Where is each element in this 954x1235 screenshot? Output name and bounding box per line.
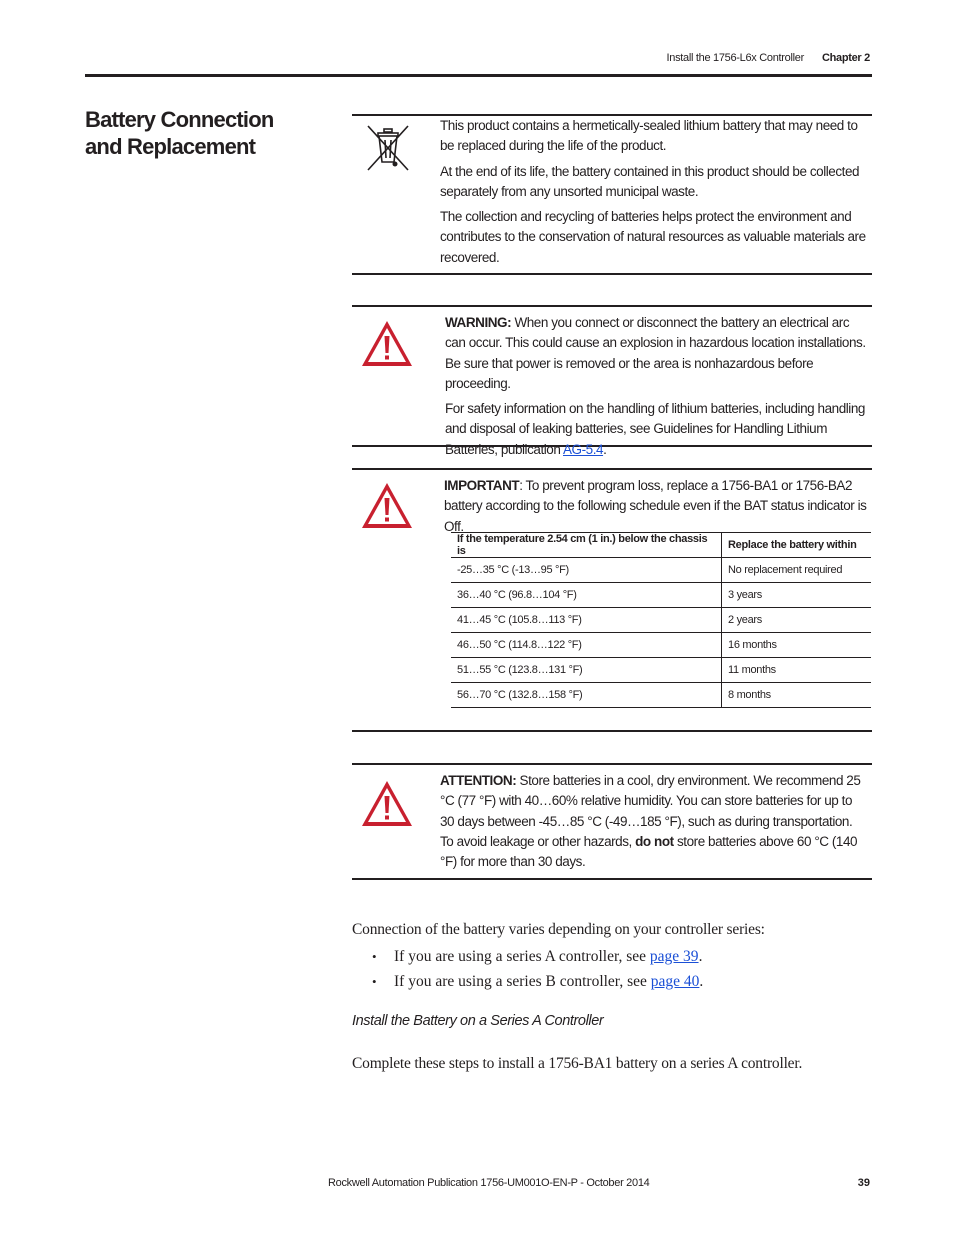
table-row xyxy=(451,658,871,683)
important-box xyxy=(352,468,872,732)
warning-triangle-icon xyxy=(360,779,414,829)
list-item xyxy=(372,944,703,969)
warning-paragraph xyxy=(445,313,870,394)
ag-5-4-link[interactable]: AG-5.4 xyxy=(562,441,604,457)
warning-paragraph-2 xyxy=(445,399,870,460)
crossed-out-wheelie-bin-icon xyxy=(364,122,412,174)
header-rule xyxy=(85,74,872,77)
warning-paragraph-2-text: For safety information on the handling of lithium batteries, including handling and disposal of leaking batteries, see Guidelines for Handling Lithium Batteries, publication xyxy=(445,401,865,457)
table-cell: 2 years xyxy=(722,608,872,633)
table-cell: 8 months xyxy=(722,683,872,708)
attention-box xyxy=(352,763,872,880)
table-header: If the temperature 2.54 cm (1 in.) below the chassis is xyxy=(451,533,722,558)
page-39-link[interactable]: page 39 xyxy=(649,948,699,965)
list-item xyxy=(372,969,703,994)
table-row xyxy=(451,683,871,708)
warning-message: When you connect or disconnect the battery an electrical arc can occur. This could cause an explosion in hazardous location installations. Be sure that power is removed or the area is nonhazardous before proceeding. xyxy=(445,315,866,391)
battery-replacement-table xyxy=(451,532,871,708)
steps-intro: Complete these steps to install a 1756-BA1 battery on a series A controller. xyxy=(352,1055,803,1072)
warning-label: WARNING: xyxy=(445,315,512,330)
table-row xyxy=(451,558,871,583)
recycle-paragraph: This product contains a hermetically-sealed lithium battery that may need to be replaced during the life of the product. xyxy=(440,118,858,154)
running-header xyxy=(667,52,871,64)
page-40-link[interactable]: page 40 xyxy=(650,973,700,990)
table-cell: 11 months xyxy=(722,658,872,683)
list-item-text: If you are using a series B controller, see xyxy=(394,973,651,990)
recycle-text xyxy=(440,116,868,273)
warning-triangle-icon xyxy=(360,481,414,531)
important-message: : To prevent program loss, replace a 1756-BA1 or 1756-BA2 battery according to the following schedule even if the BAT status indicator is Off. xyxy=(444,478,867,534)
page-number: 39 xyxy=(857,1177,870,1189)
table-row xyxy=(451,633,871,658)
warning-box xyxy=(352,305,872,457)
table-cell: -25…35 °C (-13…95 °F) xyxy=(451,558,722,583)
attention-paragraph xyxy=(440,771,868,872)
attention-message-2: store batteries above 60 °C (140 °F) for more than 30 days. xyxy=(440,833,858,870)
table-cell: 56…70 °C (132.8…158 °F) xyxy=(451,683,722,708)
attention-text xyxy=(440,771,868,877)
table-row xyxy=(451,608,871,633)
attention-message-1: Store batteries in a cool, dry environment. We recommend 25 °C (77 °F) with 40…60% relative humidity. You can store batteries for up to 30 days between -45…85 °C (-49…185 °F), such as during transportation. To avoid leakage or other hazards, xyxy=(440,773,861,849)
list-item-text: If you are using a series A controller, see xyxy=(394,948,650,965)
attention-emphasis: do not xyxy=(635,833,674,849)
attention-label: ATTENTION: xyxy=(440,773,517,788)
list-item-suffix: . xyxy=(698,948,703,965)
table-header: Replace the battery within xyxy=(722,533,872,558)
table-cell: 41…45 °C (105.8…113 °F) xyxy=(451,608,722,633)
table-cell: No replacement required xyxy=(722,558,872,583)
important-paragraph xyxy=(444,476,868,537)
table-header-row xyxy=(451,533,871,558)
recycle-notice-box xyxy=(352,114,872,275)
header-chapter: Chapter 2 xyxy=(821,52,870,64)
warning-text xyxy=(445,313,870,465)
table-cell: 16 months xyxy=(722,633,872,658)
table-cell: 51…55 °C (123.8…131 °F) xyxy=(451,658,722,683)
important-label: IMPORTANT xyxy=(444,478,520,493)
intro-text: Connection of the battery varies depending on your controller series: xyxy=(352,921,765,938)
recycle-paragraph: At the end of its life, the battery contained in this product should be collected separately from any unsorted municipal waste. xyxy=(440,163,860,199)
table-cell: 3 years xyxy=(722,583,872,608)
table-cell: 36…40 °C (96.8…104 °F) xyxy=(451,583,722,608)
warning-triangle-icon xyxy=(360,319,414,369)
list-item-suffix: . xyxy=(699,973,704,990)
header-title: Install the 1756-L6x Controller xyxy=(666,52,804,64)
warning-paragraph-2-suffix: . xyxy=(603,441,607,457)
series-bullet-list xyxy=(372,944,703,994)
footer-publication: Rockwell Automation Publication 1756-UM001O-EN-P - October 2014 xyxy=(328,1177,650,1189)
subheading: Install the Battery on a Series A Controller xyxy=(352,1013,604,1029)
table-cell: 46…50 °C (114.8…122 °F) xyxy=(451,633,722,658)
recycle-paragraph: The collection and recycling of batteries helps protect the environment and contributes to the conservation of natural resources as valuable materials are recovered. xyxy=(440,209,866,265)
section-title: Battery Connection and Replacement xyxy=(85,107,274,159)
table-row xyxy=(451,583,871,608)
